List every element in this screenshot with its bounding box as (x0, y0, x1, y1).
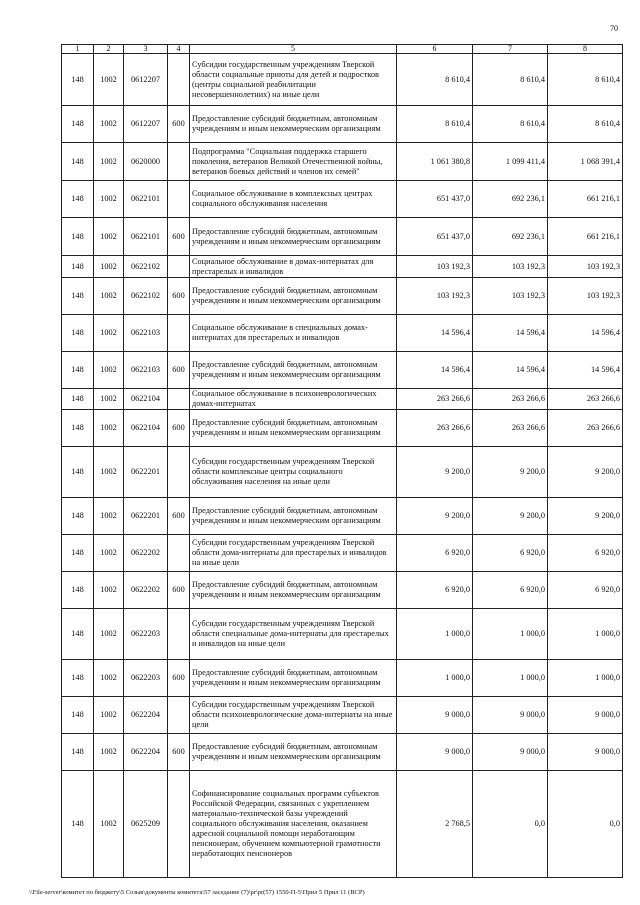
table-row (62, 143, 623, 181)
table-row (62, 609, 623, 660)
cell-amount-col6: 9 000,0 (397, 734, 473, 771)
cell-expense-type: 600 (168, 218, 190, 256)
cell-target-code: 0622202 (124, 535, 168, 572)
cell-expense-type (168, 54, 190, 106)
cell-ministry-code: 148 (62, 389, 94, 410)
cell-expense-type (168, 256, 190, 278)
cell-amount-col7: 14 596,4 (473, 315, 548, 352)
cell-amount-col8: 8 610,4 (548, 106, 623, 143)
cell-amount-col8: 1 000,0 (548, 660, 623, 697)
table-row (62, 315, 623, 352)
cell-expense-type: 600 (168, 660, 190, 697)
table-row (62, 771, 623, 878)
cell-item-name: Субсидии государственным учреждениям Тверской области комплексные центры социального обслуживания населения на иные цели (190, 447, 397, 498)
cell-section-code: 1002 (94, 535, 124, 572)
cell-item-name: Предоставление субсидий бюджетным, автономным учреждениям и иным некоммерческим организациям (190, 278, 397, 315)
cell-amount-col6: 651 437,0 (397, 181, 473, 218)
cell-amount-col8: 263 266,6 (548, 410, 623, 447)
cell-item-name: Субсидии государственным учреждениям Тверской области психоневрологические дома-интернаты на иные цели (190, 697, 397, 734)
cell-amount-col6: 263 266,6 (397, 389, 473, 410)
cell-expense-type: 600 (168, 498, 190, 535)
cell-amount-col6: 6 920,0 (397, 535, 473, 572)
cell-section-code: 1002 (94, 218, 124, 256)
cell-amount-col7: 1 000,0 (473, 660, 548, 697)
cell-expense-type: 600 (168, 278, 190, 315)
cell-item-name: Субсидии государственным учреждениям Тверской области специальные дома-интернаты для престарелых и инвалидов на иные цели (190, 609, 397, 660)
cell-ministry-code: 148 (62, 660, 94, 697)
cell-item-name: Подпрограмма "Социальная поддержка старшего поколения, ветеранов Великой Отечественной войны, ветеранов боевых действий и членов их семей" (190, 143, 397, 181)
cell-expense-type: 600 (168, 734, 190, 771)
page-number: 70 (610, 24, 618, 33)
cell-section-code: 1002 (94, 734, 124, 771)
cell-amount-col7: 1 000,0 (473, 609, 548, 660)
table-row (62, 410, 623, 447)
cell-amount-col7: 9 200,0 (473, 498, 548, 535)
cell-expense-type (168, 447, 190, 498)
table-row (62, 256, 623, 278)
cell-amount-col8: 14 596,4 (548, 315, 623, 352)
cell-amount-col6: 1 061 380,8 (397, 143, 473, 181)
cell-section-code: 1002 (94, 106, 124, 143)
cell-amount-col6: 2 768,5 (397, 771, 473, 878)
cell-amount-col8: 9 000,0 (548, 734, 623, 771)
cell-target-code: 0622204 (124, 697, 168, 734)
header-col-5: 5 (190, 45, 397, 54)
cell-target-code: 0612207 (124, 106, 168, 143)
cell-ministry-code: 148 (62, 535, 94, 572)
cell-expense-type (168, 535, 190, 572)
cell-section-code: 1002 (94, 54, 124, 106)
cell-ministry-code: 148 (62, 410, 94, 447)
cell-amount-col6: 1 000,0 (397, 660, 473, 697)
cell-ministry-code: 148 (62, 447, 94, 498)
cell-amount-col7: 9 200,0 (473, 447, 548, 498)
cell-amount-col7: 8 610,4 (473, 54, 548, 106)
table-body (62, 54, 623, 878)
cell-ministry-code: 148 (62, 143, 94, 181)
cell-amount-col6: 263 266,6 (397, 410, 473, 447)
cell-ministry-code: 148 (62, 218, 94, 256)
cell-target-code: 0612207 (124, 54, 168, 106)
cell-amount-col8: 14 596,4 (548, 352, 623, 389)
table-row (62, 218, 623, 256)
cell-amount-col7: 103 192,3 (473, 256, 548, 278)
cell-item-name: Предоставление субсидий бюджетным, автономным учреждениям и иным некоммерческим организациям (190, 734, 397, 771)
cell-target-code: 0622201 (124, 498, 168, 535)
cell-section-code: 1002 (94, 143, 124, 181)
cell-expense-type (168, 315, 190, 352)
cell-section-code: 1002 (94, 572, 124, 609)
cell-target-code: 0622203 (124, 609, 168, 660)
cell-amount-col6: 8 610,4 (397, 106, 473, 143)
header-col-3: 3 (124, 45, 168, 54)
cell-item-name: Социальное обслуживание в комплексных центрах социального обслуживания населения (190, 181, 397, 218)
table-row (62, 697, 623, 734)
cell-ministry-code: 148 (62, 256, 94, 278)
cell-amount-col8: 6 920,0 (548, 572, 623, 609)
cell-amount-col8: 6 920,0 (548, 535, 623, 572)
table-row (62, 278, 623, 315)
table-header-row (62, 45, 623, 54)
cell-amount-col6: 6 920,0 (397, 572, 473, 609)
cell-expense-type (168, 143, 190, 181)
header-col-2: 2 (94, 45, 124, 54)
cell-ministry-code: 148 (62, 278, 94, 315)
cell-target-code: 0625209 (124, 771, 168, 878)
cell-expense-type: 600 (168, 410, 190, 447)
cell-expense-type (168, 181, 190, 218)
cell-target-code: 0622104 (124, 389, 168, 410)
cell-section-code: 1002 (94, 697, 124, 734)
cell-target-code: 0622204 (124, 734, 168, 771)
cell-section-code: 1002 (94, 181, 124, 218)
table-row (62, 447, 623, 498)
cell-ministry-code: 148 (62, 572, 94, 609)
cell-expense-type (168, 771, 190, 878)
cell-amount-col6: 14 596,4 (397, 352, 473, 389)
cell-amount-col7: 263 266,6 (473, 389, 548, 410)
cell-target-code: 0622203 (124, 660, 168, 697)
header-col-7: 7 (473, 45, 548, 54)
cell-target-code: 0622104 (124, 410, 168, 447)
cell-ministry-code: 148 (62, 106, 94, 143)
cell-item-name: Предоставление субсидий бюджетным, автономным учреждениям и иным некоммерческим организациям (190, 410, 397, 447)
cell-section-code: 1002 (94, 447, 124, 498)
cell-amount-col6: 9 200,0 (397, 447, 473, 498)
cell-target-code: 0622102 (124, 278, 168, 315)
table-row (62, 106, 623, 143)
cell-ministry-code: 148 (62, 54, 94, 106)
cell-expense-type: 600 (168, 106, 190, 143)
cell-ministry-code: 148 (62, 498, 94, 535)
cell-section-code: 1002 (94, 315, 124, 352)
cell-amount-col6: 9 000,0 (397, 697, 473, 734)
cell-ministry-code: 148 (62, 181, 94, 218)
cell-target-code: 0620000 (124, 143, 168, 181)
cell-section-code: 1002 (94, 256, 124, 278)
cell-amount-col8: 0,0 (548, 771, 623, 878)
table-row (62, 181, 623, 218)
cell-section-code: 1002 (94, 771, 124, 878)
cell-target-code: 0622103 (124, 352, 168, 389)
cell-target-code: 0622103 (124, 315, 168, 352)
header-col-6: 6 (397, 45, 473, 54)
cell-item-name: Социальное обслуживание в психоневрологических домах-интернатах (190, 389, 397, 410)
cell-amount-col7: 9 000,0 (473, 734, 548, 771)
header-col-1: 1 (62, 45, 94, 54)
cell-amount-col7: 692 236,1 (473, 181, 548, 218)
cell-item-name: Предоставление субсидий бюджетным, автономным учреждениям и иным некоммерческим организациям (190, 218, 397, 256)
cell-expense-type: 600 (168, 572, 190, 609)
table-row (62, 734, 623, 771)
cell-ministry-code: 148 (62, 771, 94, 878)
cell-section-code: 1002 (94, 389, 124, 410)
cell-amount-col8: 9 200,0 (548, 498, 623, 535)
header-col-8: 8 (548, 45, 623, 54)
cell-amount-col7: 8 610,4 (473, 106, 548, 143)
cell-item-name: Предоставление субсидий бюджетным, автономным учреждениям и иным некоммерческим организациям (190, 106, 397, 143)
cell-item-name: Субсидии государственным учреждениям Тверской области дома-интернаты для престарелых и инвалидов на иные цели (190, 535, 397, 572)
cell-ministry-code: 148 (62, 315, 94, 352)
cell-amount-col6: 651 437,0 (397, 218, 473, 256)
table-row (62, 498, 623, 535)
cell-amount-col8: 661 216,1 (548, 218, 623, 256)
cell-amount-col7: 14 596,4 (473, 352, 548, 389)
cell-expense-type: 600 (168, 352, 190, 389)
cell-amount-col6: 103 192,3 (397, 278, 473, 315)
cell-expense-type (168, 697, 190, 734)
cell-target-code: 0622201 (124, 447, 168, 498)
cell-target-code: 0622101 (124, 181, 168, 218)
cell-amount-col8: 661 216,1 (548, 181, 623, 218)
cell-item-name: Предоставление субсидий бюджетным, автономным учреждениям и иным некоммерческим организациям (190, 572, 397, 609)
cell-target-code: 0622102 (124, 256, 168, 278)
cell-target-code: 0622101 (124, 218, 168, 256)
cell-ministry-code: 148 (62, 609, 94, 660)
budget-table (61, 44, 623, 878)
cell-section-code: 1002 (94, 660, 124, 697)
cell-section-code: 1002 (94, 410, 124, 447)
cell-amount-col6: 14 596,4 (397, 315, 473, 352)
cell-item-name: Софинансирование социальных программ субъектов Российской Федерации, связанных с укреплением материально-технической базы учреждений социального обслуживания населения, оказанием адресной социальной помощи неработающим пенсионерам, обучением компьютерной грамотности неработающих пенсионеров (190, 771, 397, 878)
cell-amount-col6: 1 000,0 (397, 609, 473, 660)
cell-item-name: Предоставление субсидий бюджетным, автономным учреждениям и иным некоммерческим организациям (190, 498, 397, 535)
table-row (62, 352, 623, 389)
cell-amount-col6: 8 610,4 (397, 54, 473, 106)
cell-item-name: Предоставление субсидий бюджетным, автономным учреждениям и иным некоммерческим организациям (190, 352, 397, 389)
cell-item-name: Субсидии государственным учреждениям Тверской области социальные приюты для детей и подростков (центры социальной реабилитации несовершеннолетних) на иные цели (190, 54, 397, 106)
cell-expense-type (168, 609, 190, 660)
table-row (62, 572, 623, 609)
cell-amount-col6: 103 192,3 (397, 256, 473, 278)
cell-amount-col6: 9 200,0 (397, 498, 473, 535)
cell-amount-col7: 0,0 (473, 771, 548, 878)
cell-amount-col8: 1 000,0 (548, 609, 623, 660)
cell-section-code: 1002 (94, 352, 124, 389)
cell-amount-col7: 1 099 411,4 (473, 143, 548, 181)
cell-item-name: Предоставление субсидий бюджетным, автономным учреждениям и иным некоммерческим организациям (190, 660, 397, 697)
cell-amount-col7: 692 236,1 (473, 218, 548, 256)
cell-ministry-code: 148 (62, 352, 94, 389)
header-col-4: 4 (168, 45, 190, 54)
cell-section-code: 1002 (94, 498, 124, 535)
table-row (62, 389, 623, 410)
cell-amount-col7: 9 000,0 (473, 697, 548, 734)
cell-ministry-code: 148 (62, 697, 94, 734)
footer-file-path: \\File-server\комитет по бюджету\5 Созыв\документы комитета\57 заседание (7)\pr\pr(57) 1550-П-5\Прил 5 Прил 11 (ВСР) (29, 889, 365, 896)
cell-amount-col7: 6 920,0 (473, 535, 548, 572)
cell-item-name: Социальное обслуживание в домах-интернатах для престарелых и инвалидов (190, 256, 397, 278)
cell-amount-col7: 6 920,0 (473, 572, 548, 609)
cell-section-code: 1002 (94, 609, 124, 660)
cell-section-code: 1002 (94, 278, 124, 315)
cell-amount-col8: 8 610,4 (548, 54, 623, 106)
cell-expense-type (168, 389, 190, 410)
cell-item-name: Социальное обслуживание в специальных домах-интернатах для престарелых и инвалидов (190, 315, 397, 352)
cell-amount-col8: 9 200,0 (548, 447, 623, 498)
cell-amount-col8: 263 266,6 (548, 389, 623, 410)
table-row (62, 660, 623, 697)
cell-amount-col8: 9 000,0 (548, 697, 623, 734)
cell-amount-col8: 1 068 391,4 (548, 143, 623, 181)
cell-amount-col7: 103 192,3 (473, 278, 548, 315)
cell-amount-col8: 103 192,3 (548, 256, 623, 278)
cell-target-code: 0622202 (124, 572, 168, 609)
cell-amount-col7: 263 266,6 (473, 410, 548, 447)
table-row (62, 54, 623, 106)
cell-amount-col8: 103 192,3 (548, 278, 623, 315)
table-row (62, 535, 623, 572)
cell-ministry-code: 148 (62, 734, 94, 771)
